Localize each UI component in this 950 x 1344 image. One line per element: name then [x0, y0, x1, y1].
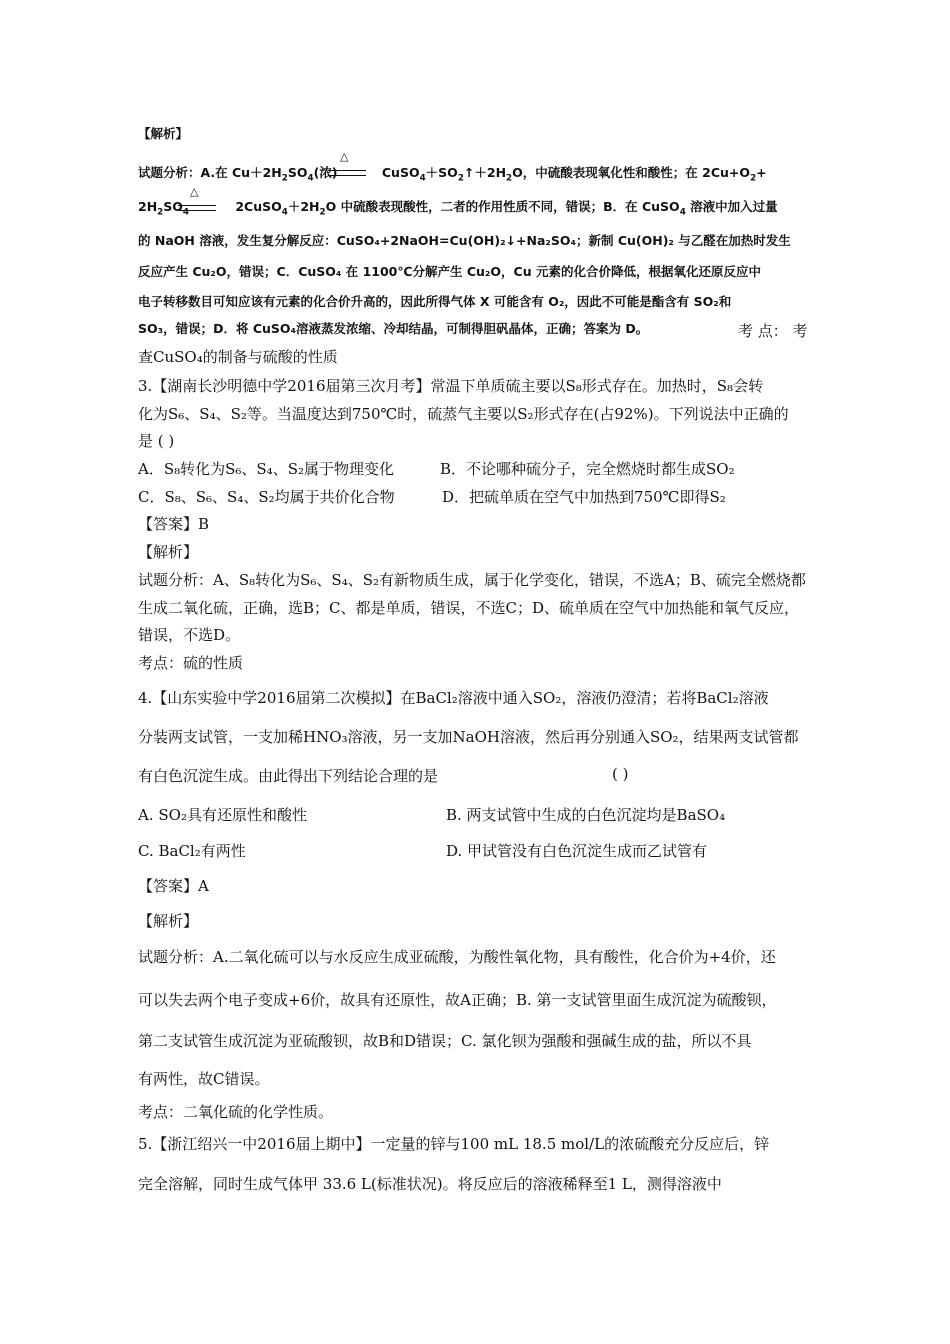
q5-stem-line-1: 5.【浙江绍兴一中2016届上期中】一定量的锌与100 mL 18.5 mol/L的浓硫酸充分反应后，锌 — [138, 1135, 770, 1153]
q4-analysis-line-1: 试题分析：A.二氧化硫可以与水反应生成亚硫酸，为酸性氧化物，具有酸性，化合价为+4价，还 — [138, 948, 776, 966]
q3-option-b: B．不论哪种硫分子，完全燃烧时都生成SO₂ — [440, 460, 735, 478]
analysis-line-1: 试题分析：A.在 $Cu+2H_2SO_4$(浓) $CuSO_4+SO_2↑+2H_2O$，中硫酸表现氧化性和酸性；在 $2Cu+O_2+$ — [138, 165, 767, 184]
analysis-line-3: 的 NaOH 溶液，发生复分解反应：CuSO₄+2NaOH=Cu(OH)₂↓+Na₂SO₄；新制 Cu(OH)₂ 与乙醛在加热时发生 — [138, 233, 791, 248]
q3-analysis-line-1: 试题分析：A、S₈转化为S₆、S₄、S₂有新物质生成，属于化学变化，错误，不选A；B、硫完全燃烧都 — [138, 571, 806, 589]
analysis-heading-1: 【解析】 — [138, 126, 189, 141]
q4-kaodian: 考点：二氧化硫的化学性质。 — [138, 1103, 334, 1121]
q4-stem-line-1: 4.【山东实验中学2016届第二次模拟】在BaCl₂溶液中通入SO₂，溶液仍澄清；若将BaCl₂溶液 — [138, 689, 769, 707]
q3-stem-line-1: 3.【湖南长沙明德中学2016届第三次月考】常温下单质硫主要以S₈形式存在。加热时，S₈会转 — [138, 377, 764, 395]
q4-analysis-line-3: 第二支试管生成沉淀为亚硫酸钡，故B和D错误；C. 氯化钡为强酸和强碱生成的盐，所以不具 — [138, 1032, 752, 1050]
reaction-equals-1 — [328, 170, 366, 176]
analysis-line-5: 电子转移数目可知应该有元素的化合价升高的，因此所得气体 X 可能含有 O₂，因此不可能是酯含有 SO₂和 — [138, 294, 732, 309]
analysis-line-6: SO₃，错误；D．将 CuSO₄溶液蒸发浓缩、冷却结晶，可制得胆矾晶体，正确；答案为 D。 — [138, 321, 649, 336]
q4-option-c: C. BaCl₂有两性 — [138, 842, 246, 860]
q3-option-c: C．S₈、S₆、S₄、S₂均属于共价化合物 — [138, 488, 395, 506]
q4-option-d: D. 甲试管没有白色沉淀生成而乙试管有 — [446, 842, 708, 860]
q4-answer-blank: ( ) — [612, 765, 629, 783]
analysis-line-4: 反应产生 Cu₂O，错误；C．CuSO₄ 在 1100℃分解产生 Cu₂O，Cu 元素的化合价降低，根据氧化还原反应中 — [138, 264, 761, 279]
q5-stem-line-2: 完全溶解，同时生成气体甲 33.6 L(标准状况)。将反应后的溶液稀释至1 L，测得溶液中 — [138, 1175, 722, 1193]
analysis-line-2: $2H_2SO_4$ $2CuSO_4+2H_2O$ 中硫酸表现酸性，二者的作用性质不同，错误；B．在 CuSO$_4$ 溶液中加入过量 — [138, 199, 778, 218]
q3-option-d: D．把硫单质在空气中加热到750℃即得S₂ — [442, 488, 726, 506]
q4-answer: 【答案】A — [138, 877, 209, 895]
kaodian-label-right: 考 点： 考 — [738, 322, 808, 340]
q4-stem-line-3: 有白色沉淀生成。由此得出下列结论合理的是 — [138, 767, 439, 785]
heat-triangle-1: △ — [340, 150, 349, 163]
q4-analysis-line-4: 有两性，故C错误。 — [138, 1070, 270, 1088]
q4-analysis-line-2: 可以失去两个电子变成+6价，故具有还原性，故A正确；B. 第一支试管里面生成沉淀为硫酸钡， — [138, 991, 777, 1009]
q3-answer: 【答案】B — [138, 515, 210, 533]
q4-option-a: A. SO₂具有还原性和酸性 — [138, 806, 307, 824]
q3-stem-line-3: 是 ( ) — [138, 432, 175, 450]
q3-analysis-line-3: 错误，不选D。 — [138, 626, 241, 644]
reaction-equals-2 — [178, 205, 216, 211]
q4-option-b: B. 两支试管中生成的白色沉淀均是BaSO₄ — [446, 806, 726, 824]
q3-analysis-line-2: 生成二氧化硫，正确，选B；C、都是单质，错误，不选C；D、硫单质在空气中加热能和氧气反应， — [138, 599, 800, 617]
heat-triangle-2: △ — [190, 185, 199, 198]
q4-analysis-heading: 【解析】 — [138, 912, 199, 930]
q3-analysis-heading: 【解析】 — [138, 543, 199, 561]
q3-stem-line-2: 化为S₆、S₄、S₂等。当温度达到750℃时，硫蒸气主要以S₂形式存在(占92%)。下列说法中正确的 — [138, 405, 789, 423]
kaodian-line-1: 查CuSO₄的制备与硫酸的性质 — [138, 348, 338, 366]
q3-kaodian: 考点：硫的性质 — [138, 654, 244, 672]
q3-option-a: A．S₈转化为S₆、S₄、S₂属于物理变化 — [138, 460, 394, 478]
q4-stem-line-2: 分装两支试管，一支加稀HNO₃溶液，另一支加NaOH溶液，然后再分别通入SO₂，结果两支试管都 — [138, 728, 799, 746]
